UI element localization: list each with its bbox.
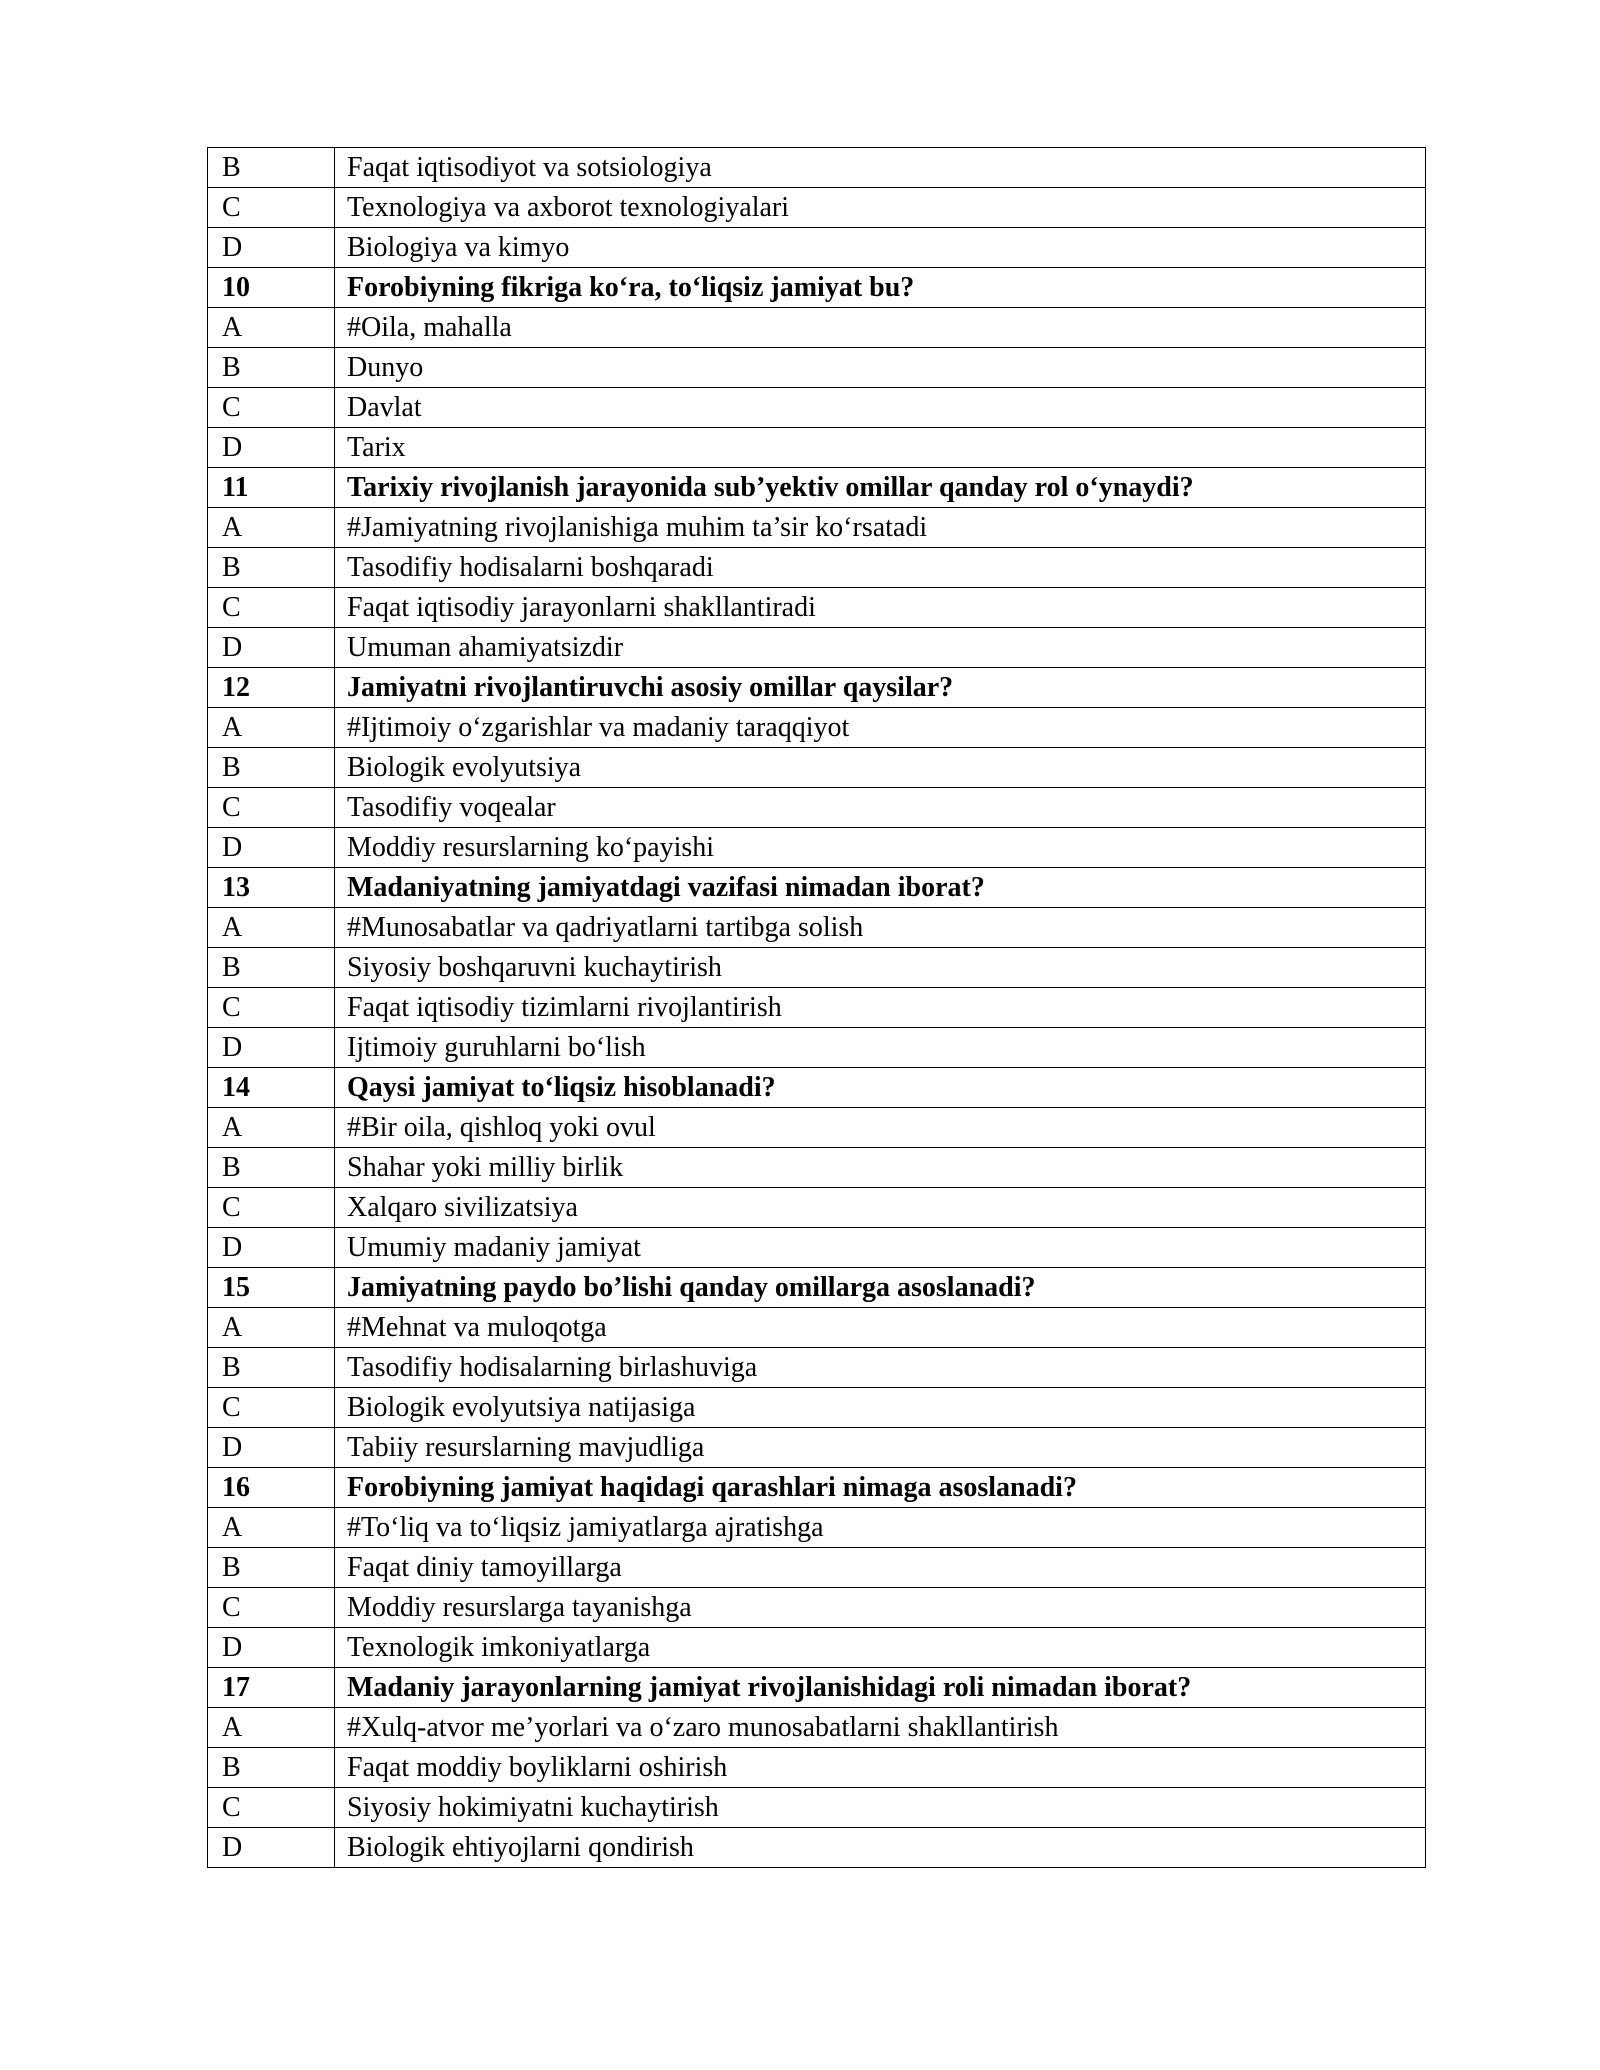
question-number: 15 — [208, 1268, 335, 1308]
question-number: 14 — [208, 1068, 335, 1108]
option-text: Faqat moddiy boyliklarni oshirish — [335, 1748, 1426, 1788]
option-letter: A — [208, 308, 335, 348]
option-letter: B — [208, 1348, 335, 1388]
option-letter: C — [208, 1388, 335, 1428]
option-letter: B — [208, 148, 335, 188]
option-text: Siyosiy boshqaruvni kuchaytirish — [335, 948, 1426, 988]
question-row — [208, 868, 1426, 908]
option-text: Xalqaro sivilizatsiya — [335, 1188, 1426, 1228]
question-text: Forobiyning jamiyat haqidagi qarashlari nimaga asoslanadi? — [335, 1468, 1426, 1508]
answer-option-row — [208, 308, 1426, 348]
question-row — [208, 1268, 1426, 1308]
answer-option-row — [208, 948, 1426, 988]
option-text: Moddiy resurslarning ko‘payishi — [335, 828, 1426, 868]
answer-option-row — [208, 828, 1426, 868]
answer-option-row — [208, 1788, 1426, 1828]
answer-option-row — [208, 1508, 1426, 1548]
question-number: 16 — [208, 1468, 335, 1508]
answer-option-row — [208, 1308, 1426, 1348]
option-letter: A — [208, 1508, 335, 1548]
answer-option-row — [208, 1428, 1426, 1468]
option-text: Texnologik imkoniyatlarga — [335, 1628, 1426, 1668]
option-letter: C — [208, 388, 335, 428]
question-row — [208, 1468, 1426, 1508]
answer-option-row — [208, 1108, 1426, 1148]
option-text: Faqat iqtisodiy jarayonlarni shakllantiradi — [335, 588, 1426, 628]
answer-option-row — [208, 1148, 1426, 1188]
option-text: #Xulq-atvor me’yorlari va o‘zaro munosabatlarni shakllantirish — [335, 1708, 1426, 1748]
option-text: Tasodifiy voqealar — [335, 788, 1426, 828]
option-letter: B — [208, 948, 335, 988]
option-letter: B — [208, 748, 335, 788]
question-text: Tarixiy rivojlanish jarayonida sub’yektiv omillar qanday rol o‘ynaydi? — [335, 468, 1426, 508]
option-text: Shahar yoki milliy birlik — [335, 1148, 1426, 1188]
option-text: Siyosiy hokimiyatni kuchaytirish — [335, 1788, 1426, 1828]
answer-option-row — [208, 188, 1426, 228]
quiz-table — [207, 147, 1426, 1868]
answer-option-row — [208, 788, 1426, 828]
answer-option-row — [208, 1348, 1426, 1388]
answer-option-row — [208, 908, 1426, 948]
option-text: Faqat iqtisodiyot va sotsiologiya — [335, 148, 1426, 188]
option-letter: C — [208, 188, 335, 228]
answer-option-row — [208, 588, 1426, 628]
option-letter: A — [208, 1708, 335, 1748]
answer-option-row — [208, 1628, 1426, 1668]
question-text: Jamiyatni rivojlantiruvchi asosiy omillar qaysilar? — [335, 668, 1426, 708]
option-letter: D — [208, 1628, 335, 1668]
option-letter: B — [208, 548, 335, 588]
option-text: Umumiy madaniy jamiyat — [335, 1228, 1426, 1268]
question-row — [208, 1068, 1426, 1108]
option-text: Biologik evolyutsiya — [335, 748, 1426, 788]
option-text: Umuman ahamiyatsizdir — [335, 628, 1426, 668]
option-text: Moddiy resurslarga tayanishga — [335, 1588, 1426, 1628]
option-letter: D — [208, 1228, 335, 1268]
option-text: Faqat iqtisodiy tizimlarni rivojlantirish — [335, 988, 1426, 1028]
answer-option-row — [208, 748, 1426, 788]
answer-option-row — [208, 988, 1426, 1028]
question-number: 10 — [208, 268, 335, 308]
option-text: #Bir oila, qishloq yoki ovul — [335, 1108, 1426, 1148]
answer-option-row — [208, 628, 1426, 668]
option-letter: B — [208, 1748, 335, 1788]
answer-option-row — [208, 228, 1426, 268]
option-letter: C — [208, 988, 335, 1028]
option-letter: B — [208, 348, 335, 388]
option-letter: A — [208, 1108, 335, 1148]
answer-option-row — [208, 388, 1426, 428]
question-text: Madaniy jarayonlarning jamiyat rivojlanishidagi roli nimadan iborat? — [335, 1668, 1426, 1708]
option-letter: D — [208, 1028, 335, 1068]
option-letter: B — [208, 1548, 335, 1588]
answer-option-row — [208, 428, 1426, 468]
quiz-table-body — [208, 148, 1426, 1868]
option-letter: D — [208, 1828, 335, 1868]
option-text: Biologik evolyutsiya natijasiga — [335, 1388, 1426, 1428]
option-text: Tabiiy resurslarning mavjudliga — [335, 1428, 1426, 1468]
option-letter: D — [208, 428, 335, 468]
option-letter: A — [208, 908, 335, 948]
option-text: Davlat — [335, 388, 1426, 428]
option-text: Ijtimoiy guruhlarni bo‘lish — [335, 1028, 1426, 1068]
option-letter: C — [208, 1588, 335, 1628]
answer-option-row — [208, 1548, 1426, 1588]
answer-option-row — [208, 1828, 1426, 1868]
question-row — [208, 1668, 1426, 1708]
answer-option-row — [208, 1028, 1426, 1068]
option-letter: A — [208, 1308, 335, 1348]
option-letter: C — [208, 1788, 335, 1828]
answer-option-row — [208, 1588, 1426, 1628]
question-row — [208, 668, 1426, 708]
answer-option-row — [208, 1748, 1426, 1788]
question-number: 12 — [208, 668, 335, 708]
option-letter: D — [208, 828, 335, 868]
option-text: #Munosabatlar va qadriyatlarni tartibga solish — [335, 908, 1426, 948]
option-letter: D — [208, 1428, 335, 1468]
question-row — [208, 468, 1426, 508]
option-text: Dunyo — [335, 348, 1426, 388]
option-text: Faqat diniy tamoyillarga — [335, 1548, 1426, 1588]
option-letter: C — [208, 788, 335, 828]
question-number: 17 — [208, 1668, 335, 1708]
option-text: #Oila, mahalla — [335, 308, 1426, 348]
option-text: Tarix — [335, 428, 1426, 468]
option-text: #To‘liq va to‘liqsiz jamiyatlarga ajratishga — [335, 1508, 1426, 1548]
option-letter: B — [208, 1148, 335, 1188]
option-text: #Mehnat va muloqotga — [335, 1308, 1426, 1348]
answer-option-row — [208, 548, 1426, 588]
option-letter: A — [208, 708, 335, 748]
answer-option-row — [208, 1388, 1426, 1428]
question-number: 13 — [208, 868, 335, 908]
option-letter: C — [208, 588, 335, 628]
option-letter: C — [208, 1188, 335, 1228]
answer-option-row — [208, 708, 1426, 748]
question-number: 11 — [208, 468, 335, 508]
question-text: Qaysi jamiyat to‘liqsiz hisoblanadi? — [335, 1068, 1426, 1108]
question-text: Jamiyatning paydo bo’lishi qanday omillarga asoslanadi? — [335, 1268, 1426, 1308]
option-text: Biologiya va kimyo — [335, 228, 1426, 268]
option-letter: A — [208, 508, 335, 548]
option-text: Biologik ehtiyojlarni qondirish — [335, 1828, 1426, 1868]
answer-option-row — [208, 1228, 1426, 1268]
option-text: Tasodifiy hodisalarning birlashuviga — [335, 1348, 1426, 1388]
option-text: #Ijtimoiy o‘zgarishlar va madaniy taraqqiyot — [335, 708, 1426, 748]
answer-option-row — [208, 1188, 1426, 1228]
option-letter: D — [208, 228, 335, 268]
answer-option-row — [208, 508, 1426, 548]
option-text: Tasodifiy hodisalarni boshqaradi — [335, 548, 1426, 588]
option-letter: D — [208, 628, 335, 668]
question-text: Forobiyning fikriga ko‘ra, to‘liqsiz jamiyat bu? — [335, 268, 1426, 308]
answer-option-row — [208, 1708, 1426, 1748]
question-text: Madaniyatning jamiyatdagi vazifasi nimadan iborat? — [335, 868, 1426, 908]
option-text: #Jamiyatning rivojlanishiga muhim ta’sir ko‘rsatadi — [335, 508, 1426, 548]
option-text: Texnologiya va axborot texnologiyalari — [335, 188, 1426, 228]
answer-option-row — [208, 348, 1426, 388]
answer-option-row — [208, 148, 1426, 188]
question-row — [208, 268, 1426, 308]
